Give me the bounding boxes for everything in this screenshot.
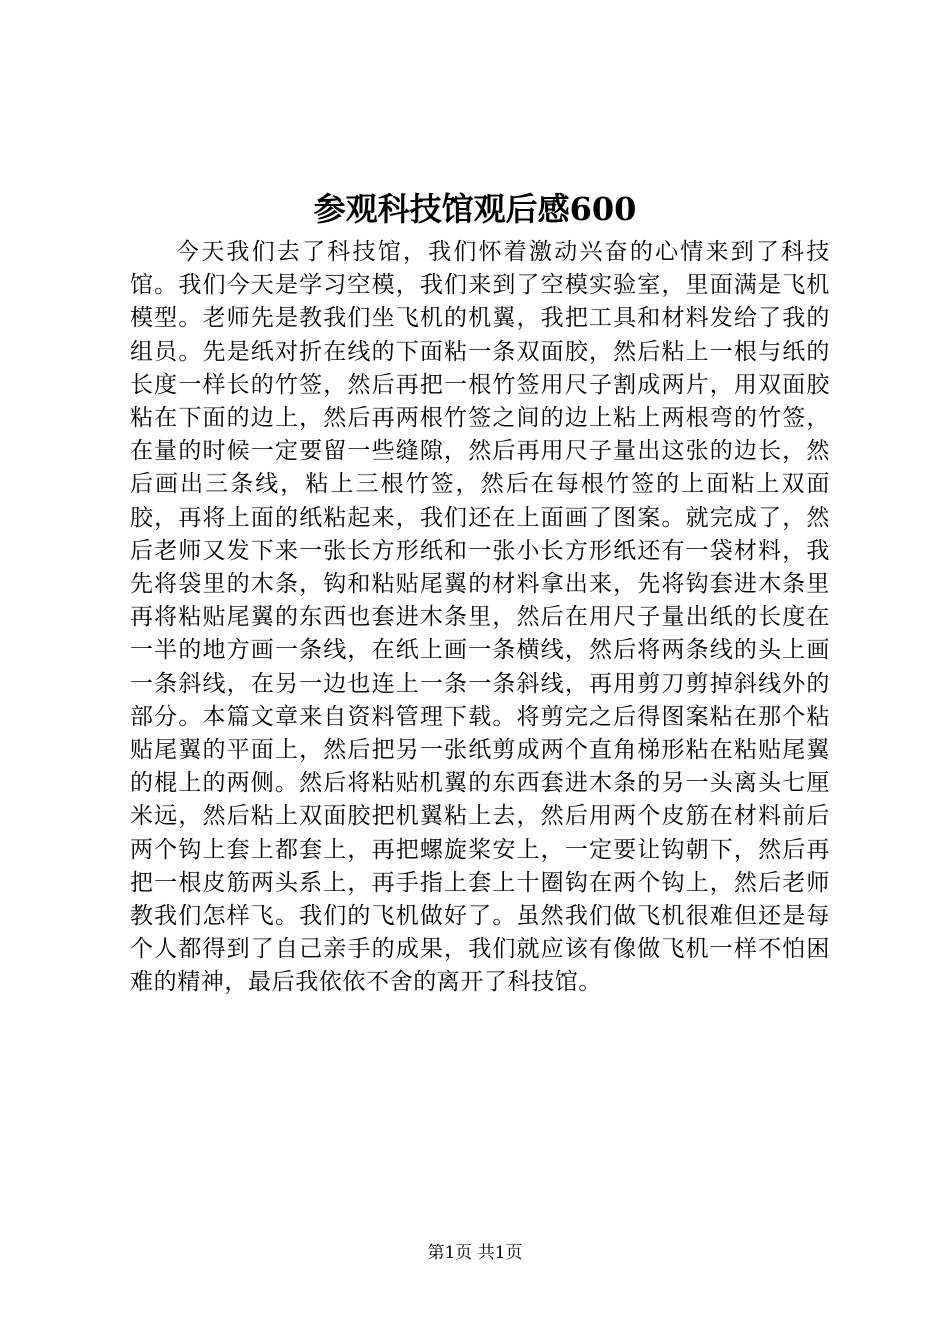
page-number-footer: 第1页 共1页: [427, 1243, 523, 1263]
document-title: 参观科技馆观后感600: [313, 190, 637, 228]
document-body-paragraph: 今天我们去了科技馆，我们怀着激动兴奋的心情来到了科技馆。我们今天是学习空模，我们来到了空模实验室，里面满是飞机模型。老师先是教我们坐飞机的机翼，我把工具和材料发给了我的组员。先是纸对折在线的下面粘一条双面胶，然后粘上一根与纸的长度一样长的竹签，然后再把一根竹签用尺子割成两片，用双面胶粘在下面的边上，然后再两根竹签之间的边上粘上两根弯的竹签，在量的时候一定要留一些缝隙，然后再用尺子量出这张的边长，然后画出三条线，粘上三根竹签，然后在每根竹签的上面粘上双面胶，再将上面的纸粘起来，我们还在上面画了图案。就完成了，然后老师又发下来一张长方形纸和一张小长方形纸还有一袋材料，我先将袋里的木条，钩和粘贴尾翼的材料拿出来，先将钩套进木条里再将粘贴尾翼的东西也套进木条里，然后在用尺子量出纸的长度在一半的地方画一条线，在纸上画一条横线，然后将两条线的头上画一条斜线，在另一边也连上一条一条斜线，再用剪刀剪掉斜线外的部分。本篇文章来自资料管理下载。将剪完之后得图案粘在那个粘贴尾翼的平面上，然后把另一张纸剪成两个直角梯形粘在粘贴尾翼的棍上的两侧。然后将粘贴机翼的东西套进木条的另一头离头七厘米远，然后粘上双面胶把机翼粘上去，然后用两个皮筋在材料前后两个钩上套上都套上，再把螺旋桨安上，一定要让钩朝下，然后再把一根皮筋两头系上，再手指上套上十圈钩在两个钩上，然后老师教我们怎样飞。我们的飞机做好了。虽然我们做飞机很难但还是每个人都得到了自己亲手的成果，我们就应该有像做飞机一样不怕困难的精神，最后我依依不舍的离开了科技馆。: [130, 239, 830, 996]
